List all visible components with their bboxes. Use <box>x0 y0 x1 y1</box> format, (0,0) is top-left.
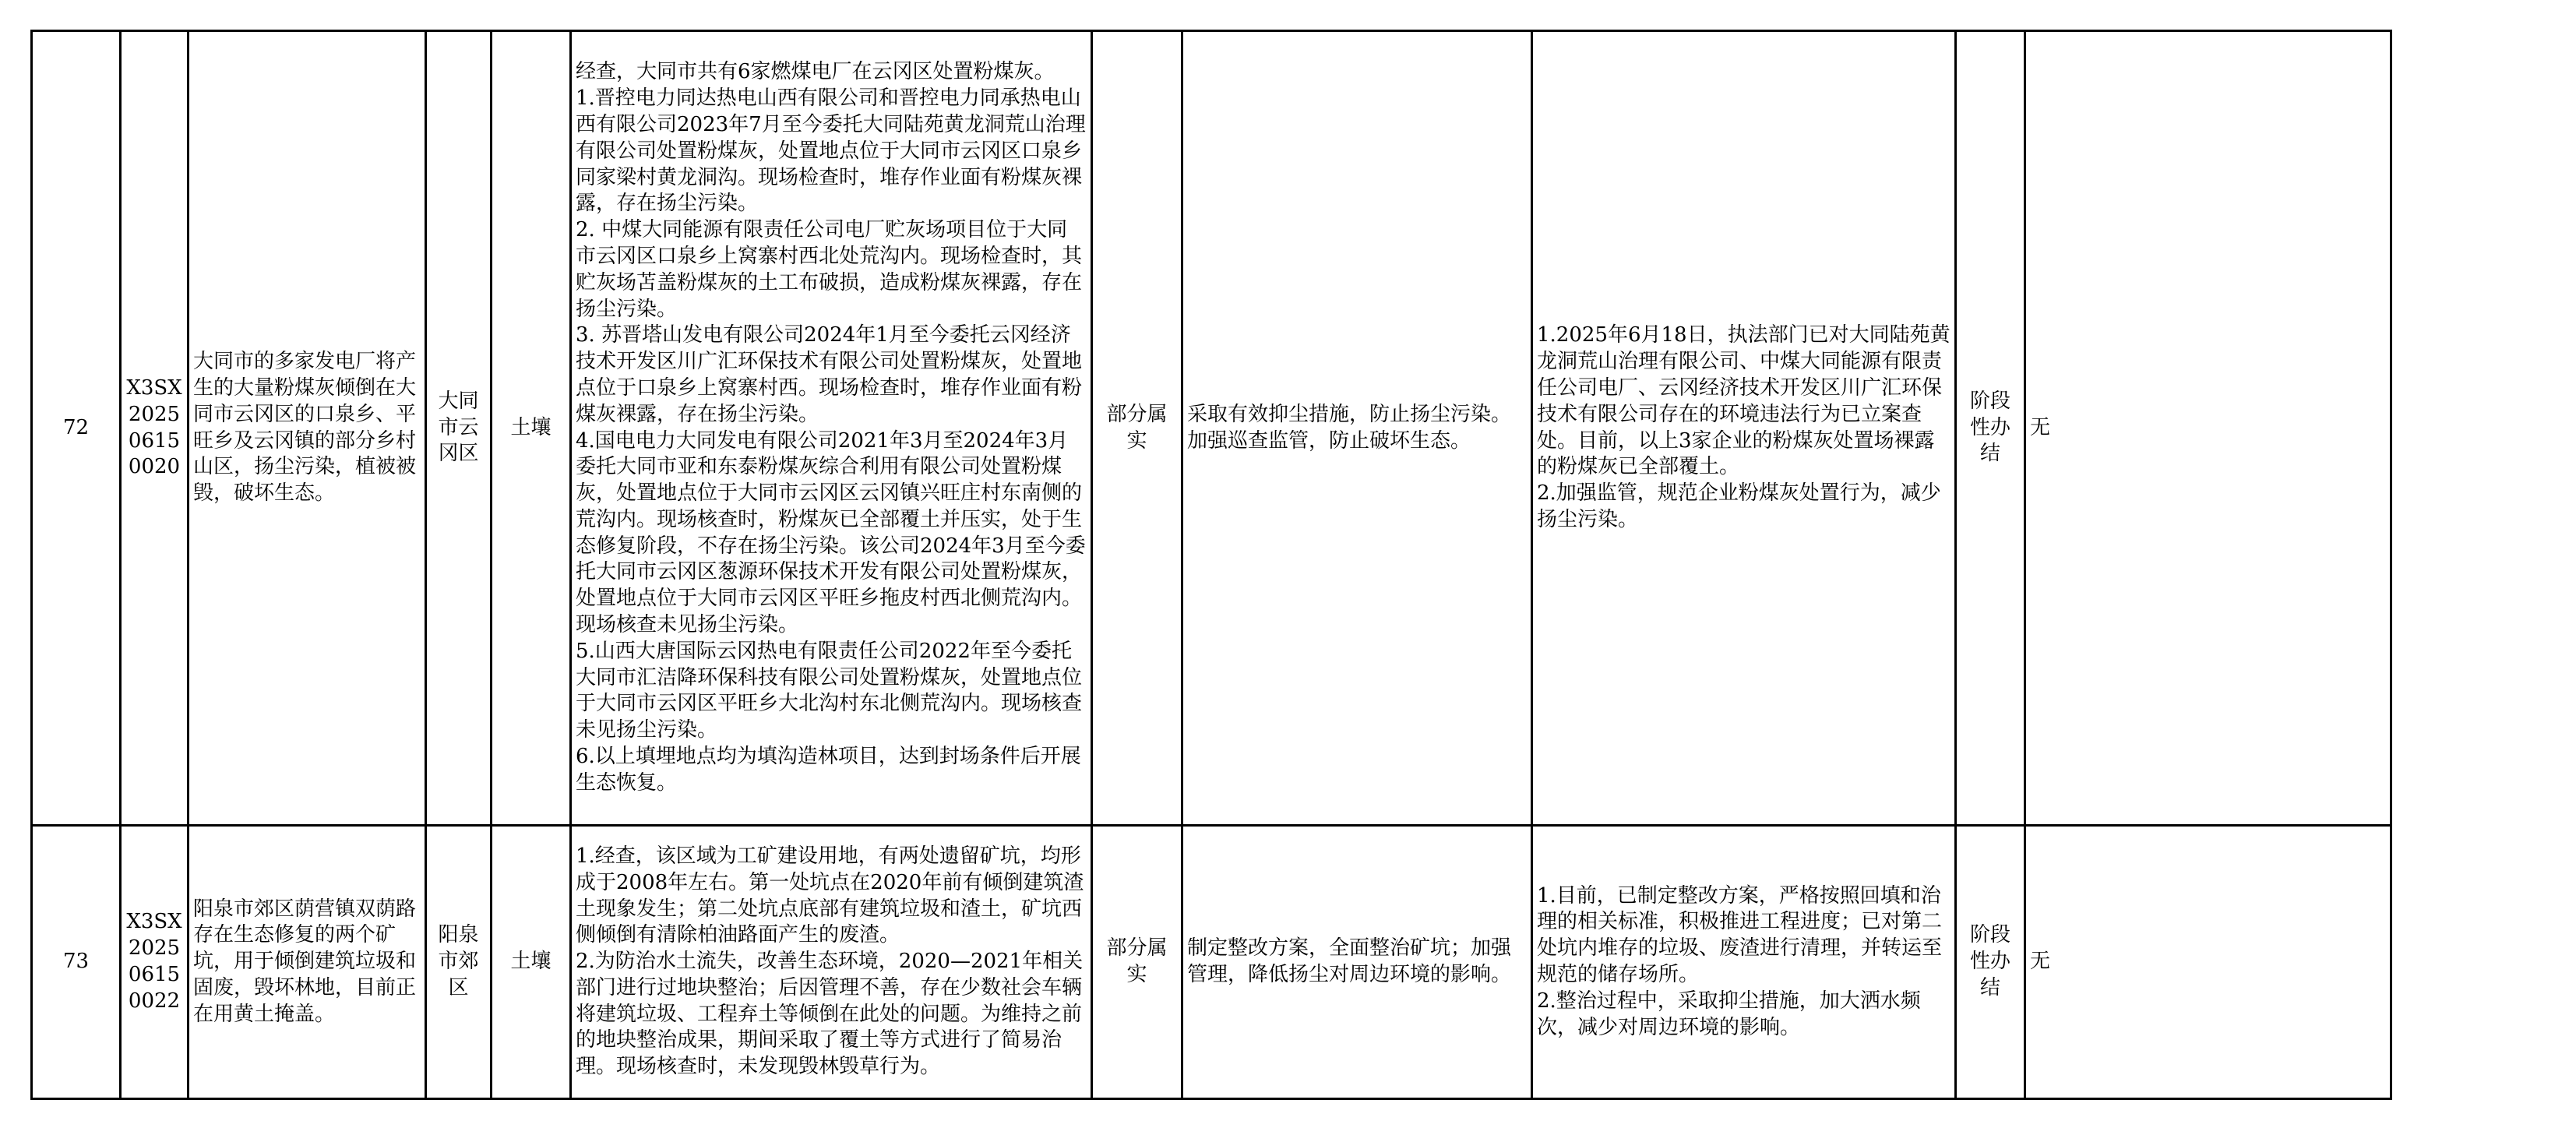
rectification-measures: 采取有效抑尘措施，防止扬尘污染。加强巡查监管，防止破坏生态。 <box>1182 31 1532 826</box>
administrative-area: 阳泉市郊区 <box>426 826 492 1099</box>
finding-paragraph: 2. 中煤大同能源有限责任公司电厂贮灰场项目位于大同市云冈区口泉乡上窝寨村西北处荒沟内。现场检查时，其贮灰场苫盖粉煤灰的土工布破损，造成粉煤灰裸露，存在扬尘污染。 <box>576 218 1083 321</box>
table-row <box>32 31 2391 826</box>
pollution-category: 土壤 <box>492 31 571 826</box>
finding-paragraph: 4.国电电力大同发电有限公司2021年3月至2024年3月委托大同市亚和东泰粉煤灰综合利用有限公司处置粉煤灰，处置地点位于大同市云冈区云冈镇兴旺庄村东南侧的荒沟内。现场核查时，粉煤灰已全部覆土并压实，处于生态修复阶段，不存在扬尘污染。该公司2024年3月至今委托大同市云冈区葱源环保技术开发有限公司处置粉煤灰，处置地点位于大同市云冈区平旺乡拖皮村西北侧荒沟内。现场核查未见扬尘污染。 <box>576 428 1086 637</box>
progress-paragraph: 2.整治过程中，采取抑尘措施，加大洒水频次，减少对周边环境的影响。 <box>1537 989 1921 1039</box>
finding-paragraph: 6.以上填埋地点均为填沟造林项目，达到封场条件后开展生态恢复。 <box>576 745 1081 795</box>
table-row <box>32 826 2391 1099</box>
investigation-findings <box>571 31 1092 826</box>
finding-paragraph: 经查，大同市共有6家燃煤电厂在云冈区处置粉煤灰。 <box>576 60 1055 84</box>
verdict: 部分属实 <box>1092 31 1182 826</box>
accountability: 无 <box>2025 826 2391 1099</box>
case-table <box>30 30 2392 1100</box>
finding-paragraph: 5.山西大唐国际云冈热电有限责任公司2022年至今委托大同市汇洁降环保科技有限公司处置粉煤灰，处置地点位于大同市云冈区平旺乡大北沟村东北侧荒沟内。现场核查未见扬尘污染。 <box>576 639 1083 742</box>
row-number: 72 <box>32 31 121 826</box>
issue-description: 大同市的多家发电厂将产生的大量粉煤灰倾倒在大同市云冈区的口泉乡、平旺乡及云冈镇的部分乡村山区，扬尘污染，植被被毁，破坏生态。 <box>189 31 426 826</box>
issue-description: 阳泉市郊区荫营镇双荫路存在生态修复的两个矿坑，用于倾倒建筑垃圾和固废，毁坏林地，目前正在用黄土掩盖。 <box>189 826 426 1099</box>
case-code: X3SX202506150020 <box>121 31 189 826</box>
progress-paragraph: 1.目前，已制定整改方案，严格按照回填和治理的相关标准，积极推进工程进度；已对第二处坑内堆存的垃圾、废渣进行清理，并转运至规范的储存场所。 <box>1537 883 1943 986</box>
verdict: 部分属实 <box>1092 826 1182 1099</box>
administrative-area: 大同市云冈区 <box>426 31 492 826</box>
completion-status: 阶段性办结 <box>1956 826 2025 1099</box>
finding-paragraph: 1.晋控电力同达热电山西有限公司和晋控电力同承热电山西有限公司2023年7月至今委托大同陆苑黄龙洞荒山治理有限公司处置粉煤灰，处置地点位于大同市云冈区口泉乡同家梁村黄龙洞沟。现场检查时，堆存作业面有粉煤灰裸露，存在扬尘污染。 <box>576 86 1086 216</box>
completion-status: 阶段性办结 <box>1956 31 2025 826</box>
finding-paragraph: 1.经查，该区域为工矿建设用地，有两处遗留矿坑，均形成于2008年左右。第一处坑点在2020年前有倾倒建筑渣土现象发生；第二处坑点底部有建筑垃圾和渣土，矿坑西侧倾倒有清除柏油路面产生的废渣。 <box>576 844 1084 947</box>
row-number: 73 <box>32 826 121 1099</box>
rectification-progress <box>1532 31 1956 826</box>
progress-paragraph: 1.2025年6月18日，执法部门已对大同陆苑黄龙洞荒山治理有限公司、中煤大同能源有限责任公司电厂、云冈经济技术开发区川广汇环保技术有限公司存在的环境违法行为已立案查处。目前，以上3家企业的粉煤灰处置场裸露的粉煤灰已全部覆土。 <box>1537 323 1951 479</box>
finding-paragraph: 3. 苏晋塔山发电有限公司2024年1月至今委托云冈经济技术开发区川广汇环保技术有限公司处置粉煤灰，处置地点位于口泉乡上窝寨村西。现场检查时，堆存作业面有粉煤灰裸露，存在扬尘污染。 <box>576 323 1083 426</box>
investigation-findings <box>571 826 1092 1099</box>
progress-paragraph: 2.加强监管，规范企业粉煤灰处置行为，减少扬尘污染。 <box>1537 481 1941 531</box>
rectification-measures: 制定整改方案，全面整治矿坑；加强管理，降低扬尘对周边环境的影响。 <box>1182 826 1532 1099</box>
pollution-category: 土壤 <box>492 826 571 1099</box>
rectification-progress <box>1532 826 1956 1099</box>
case-code: X3SX202506150022 <box>121 826 189 1099</box>
finding-paragraph: 2.为防治水土流失，改善生态环境，2020—2021年相关部门进行过地块整治；后因管理不善，存在少数社会车辆将建筑垃圾、工程弃土等倾倒在此处的问题。为维持之前的地块整治成果，期间采取了覆土等方式进行了简易治理。现场核查时，未发现毁林毁草行为。 <box>576 950 1084 1079</box>
accountability: 无 <box>2025 31 2391 826</box>
